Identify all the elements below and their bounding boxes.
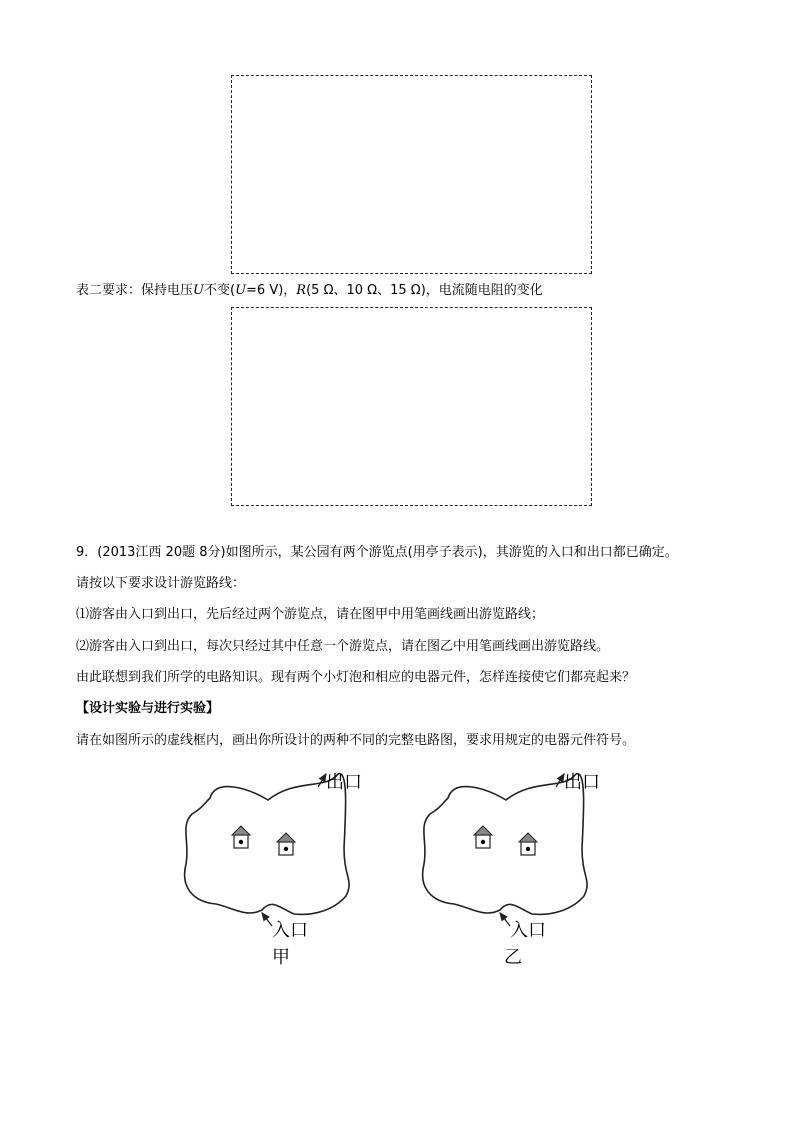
exit-label: 出口: [564, 772, 600, 793]
park-map-a[interactable]: [185, 772, 362, 968]
entrance-label: 入口: [272, 920, 308, 941]
answer-box-table2[interactable]: [231, 307, 592, 506]
park-outline-a: [185, 774, 349, 915]
entrance-arrow: [500, 913, 510, 926]
park-maps-figure: [176, 768, 608, 968]
question-9-line1: 9．(2013江西 20题 8分)如图所示，某公园有两个游览点(用亭子表示)，其游览的入口和出口都已确定。: [76, 545, 678, 560]
question-9-item2: ⑵游客由入口到出口，每次只经过其中任意一个游览点，请在图乙中用笔画线画出游览路线。: [76, 639, 610, 654]
caption-a: 甲: [272, 947, 290, 968]
pavilion-icon: [474, 826, 492, 848]
entrance-label: 入口: [510, 920, 546, 941]
question-9-line2: 请按以下要求设计游览路线：: [76, 576, 246, 591]
pavilion-icon: [277, 833, 295, 855]
pavilion-icon: [232, 826, 250, 848]
section-heading: 【设计实验与进行实验】: [76, 701, 220, 716]
park-outline-b: [423, 774, 587, 915]
pavilion-icon: [519, 833, 537, 855]
question-9-item1: ⑴游客由入口到出口，先后经过两个游览点，请在图甲中用笔画线画出游览路线；: [76, 607, 545, 622]
question-9-line4: 请在如图所示的虚线框内，画出你所设计的两种不同的完整电路图，要求用规定的电器元件符号。: [76, 733, 636, 748]
exit-arrow: [318, 774, 326, 787]
exit-arrow: [556, 774, 564, 787]
question-9-line3: 由此联想到我们所学的电路知识。现有两个小灯泡和相应的电器元件，怎样连接使它们都亮起来？: [76, 670, 636, 685]
answer-box-table1[interactable]: [231, 75, 592, 274]
caption-b: 乙: [504, 947, 522, 968]
entrance-arrow: [262, 913, 272, 926]
park-map-b[interactable]: [423, 772, 600, 968]
table2-requirement: 表二要求：保持电压U不变(U=6 V)，R(5 Ω、10 Ω、15 Ω)，电流随电阻的变化: [76, 283, 543, 298]
exit-label: 出口: [326, 772, 362, 793]
